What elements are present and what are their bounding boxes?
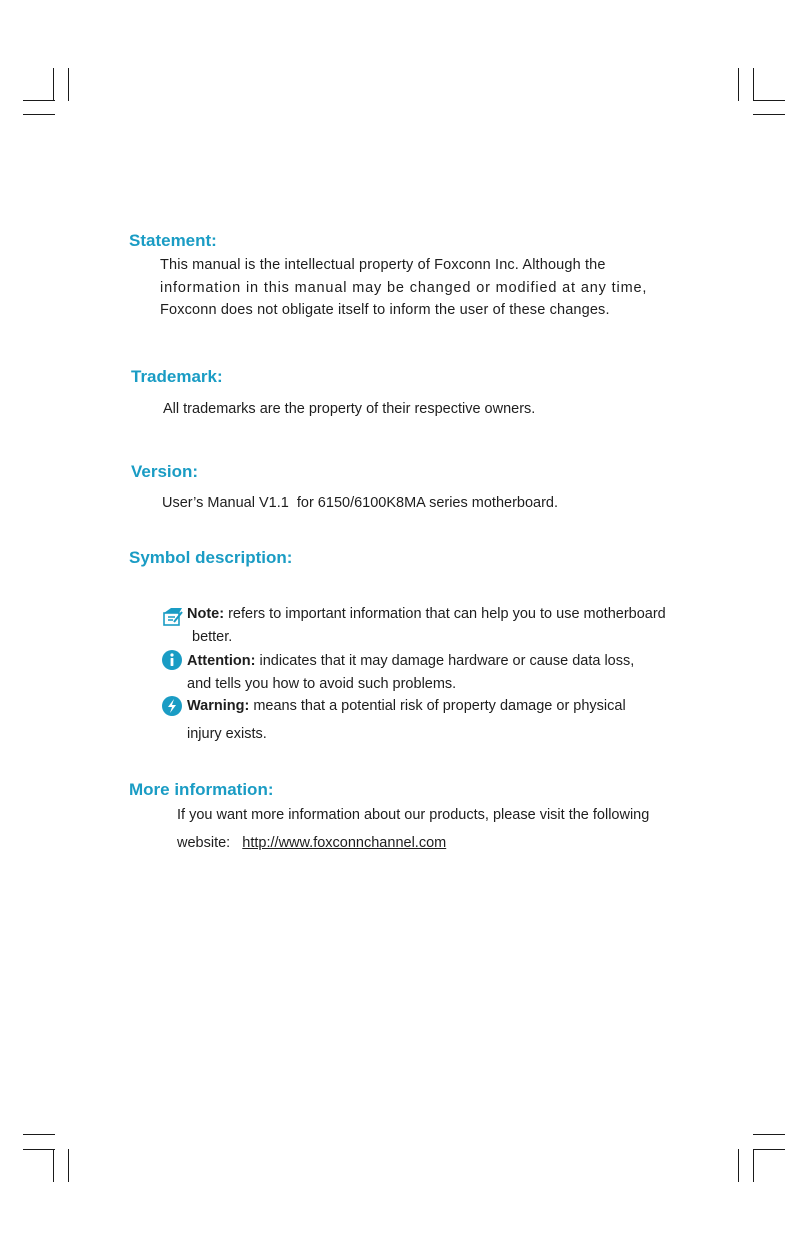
crop-mark bbox=[753, 114, 785, 115]
crop-mark bbox=[753, 1149, 785, 1150]
note-continuation: better. bbox=[192, 629, 233, 645]
symbol-description-heading: Symbol description: bbox=[129, 548, 293, 567]
statement-line: This manual is the intellectual property of Foxconn Inc. Although the bbox=[160, 257, 606, 273]
crop-mark bbox=[68, 68, 69, 101]
crop-mark bbox=[753, 1134, 785, 1135]
attention-text: indicates that it may damage hardware or cause data loss, bbox=[255, 653, 635, 669]
attention-continuation: and tells you how to avoid such problems. bbox=[187, 676, 457, 692]
note-item bbox=[187, 603, 666, 625]
crop-mark bbox=[23, 100, 55, 101]
attention-item bbox=[187, 650, 634, 672]
statement-text bbox=[160, 254, 647, 322]
crop-mark bbox=[53, 1149, 54, 1182]
attention-label: Attention: bbox=[187, 653, 256, 669]
warning-text: means that a potential risk of property damage or physical bbox=[249, 698, 626, 714]
more-information-text: If you want more information about our products, please visit the following bbox=[177, 807, 650, 823]
statement-line: Foxconn does not obligate itself to inform the user of these changes. bbox=[160, 302, 610, 318]
crop-mark bbox=[738, 1149, 739, 1182]
statement-line: information in this manual may be changed or modified at any time, bbox=[160, 279, 648, 296]
note-label: Note: bbox=[187, 606, 225, 622]
trademark-text: All trademarks are the property of their respective owners. bbox=[163, 401, 536, 417]
note-icon bbox=[162, 606, 184, 628]
crop-mark bbox=[738, 68, 739, 101]
crop-mark bbox=[753, 68, 754, 101]
crop-mark bbox=[68, 1149, 69, 1182]
website-label: website: bbox=[177, 835, 231, 851]
crop-mark bbox=[53, 68, 54, 101]
website-link[interactable]: http://www.foxconnchannel.com bbox=[242, 835, 447, 851]
statement-heading: Statement: bbox=[129, 231, 217, 250]
more-information-heading: More information: bbox=[129, 780, 274, 799]
warning-label: Warning: bbox=[187, 698, 250, 714]
crop-mark bbox=[753, 100, 785, 101]
crop-mark bbox=[753, 1149, 754, 1182]
crop-mark bbox=[23, 114, 55, 115]
note-text: refers to important information that can help you to use motherboard bbox=[224, 606, 666, 622]
warning-item bbox=[187, 695, 626, 717]
version-heading: Version: bbox=[131, 462, 199, 481]
warning-continuation: injury exists. bbox=[187, 726, 267, 742]
website-row bbox=[177, 832, 446, 855]
crop-mark bbox=[23, 1149, 55, 1150]
crop-mark bbox=[23, 1134, 55, 1135]
version-text: User’s Manual V1.1 for 6150/6100K8MA series motherboard. bbox=[162, 495, 559, 511]
attention-icon bbox=[161, 649, 183, 671]
trademark-heading: Trademark: bbox=[131, 367, 223, 386]
warning-icon bbox=[161, 695, 183, 717]
